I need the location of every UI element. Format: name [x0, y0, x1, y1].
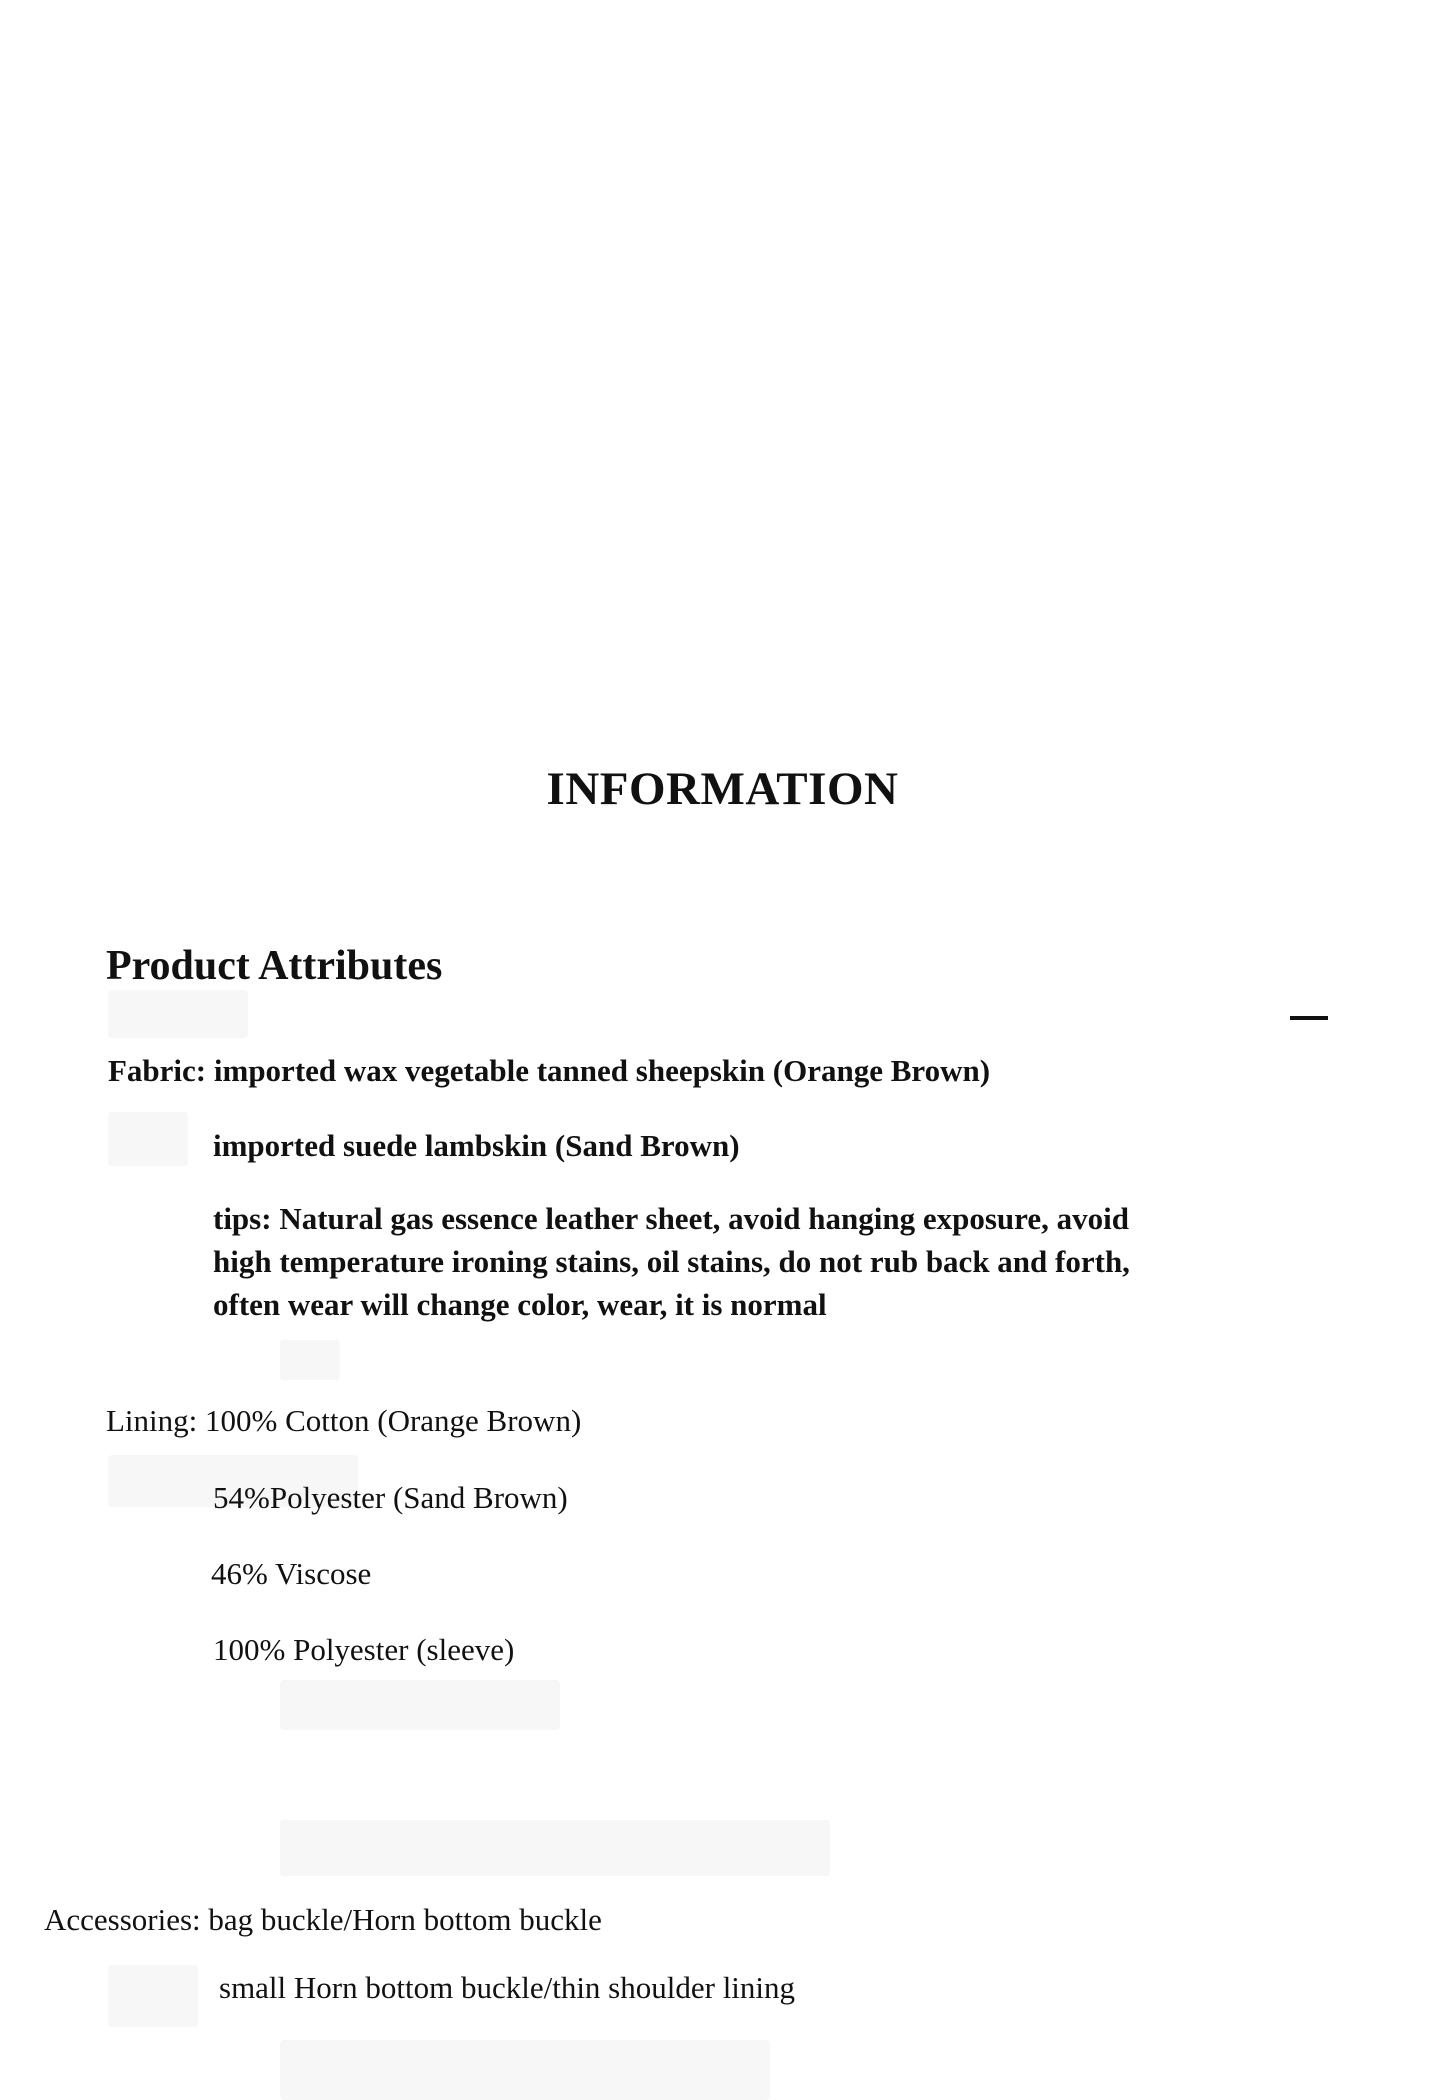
section-heading: Product Attributes	[106, 943, 443, 989]
background-block	[108, 990, 248, 1038]
lining-line: 46% Viscose	[211, 1556, 372, 1591]
accessories-line: small Horn bottom buckle/thin shoulder lining	[219, 1970, 796, 2005]
fabric-line: Fabric: imported wax vegetable tanned sheepskin (Orange Brown)	[108, 1053, 991, 1088]
accessories-line: Accessories: bag buckle/Horn bottom buckle	[44, 1902, 602, 1937]
fabric-tips	[213, 1197, 1273, 1326]
page-title: INFORMATION	[546, 763, 899, 815]
lining-line: 100% Polyester (sleeve)	[213, 1632, 515, 1667]
fabric-line: imported suede lambskin (Sand Brown)	[213, 1128, 740, 1163]
tips-line: often wear will change color, wear, it is normal	[213, 1287, 827, 1322]
tips-line: high temperature ironing stains, oil stains, do not rub back and forth,	[213, 1244, 1130, 1279]
background-block	[108, 1965, 198, 2027]
background-block	[108, 1112, 188, 1166]
lining-line: 54%Polyester (Sand Brown)	[213, 1480, 568, 1515]
background-block	[280, 2040, 770, 2100]
minus-icon[interactable]	[1290, 1016, 1328, 1020]
background-block	[280, 1680, 560, 1730]
tips-line: tips: Natural gas essence leather sheet, avoid hanging exposure, avoid	[213, 1201, 1129, 1236]
background-block	[280, 1820, 830, 1876]
background-block	[280, 1340, 340, 1380]
lining-line: Lining: 100% Cotton (Orange Brown)	[106, 1403, 582, 1438]
